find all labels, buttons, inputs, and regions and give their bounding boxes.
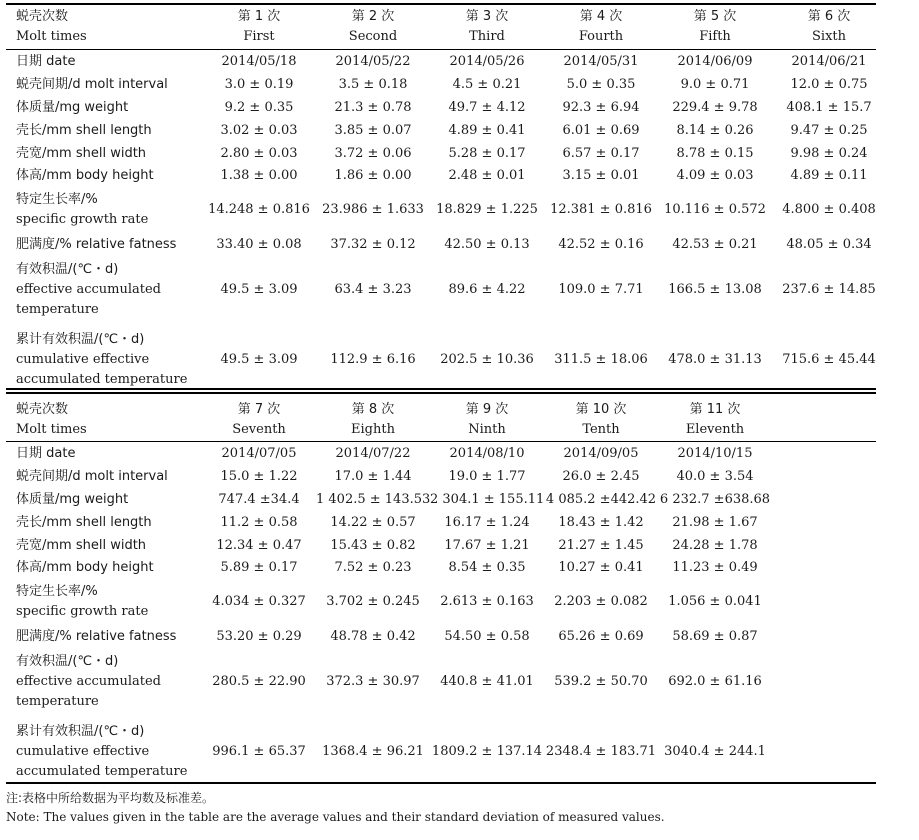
table-cell: 5.89 ± 0.17 (220, 560, 298, 575)
table-cell: 4.89 ± 0.11 (790, 168, 868, 183)
table-cell: 8.78 ± 0.15 (676, 146, 754, 161)
table-cell: 23.986 ± 1.633 (322, 202, 424, 217)
table-cell: 747.4 ±34.4 (218, 492, 300, 507)
row-label (16, 121, 152, 141)
table-cell: 2.48 ± 0.01 (448, 168, 526, 183)
table-cell: 2014/05/22 (335, 54, 411, 69)
table-cell: 58.69 ± 0.87 (672, 629, 758, 644)
header-label (16, 7, 87, 47)
row-label-text: 体高/mm body height (16, 560, 154, 575)
table-cell: 3.5 ± 0.18 (338, 77, 408, 92)
row-label-text: 肥满度/% relative fatness (16, 237, 177, 252)
column-header-cn: 第 6 次 (807, 9, 851, 24)
row-label-text: 日期 date (16, 446, 76, 461)
row-label-text: 壳宽/mm shell width (16, 146, 147, 161)
table-cell: 280.5 ± 22.90 (212, 674, 306, 689)
table-cell: 63.4 ± 3.23 (334, 282, 412, 297)
header-label-en: Molt times (16, 422, 87, 437)
column-header (772, 7, 886, 47)
row-label (16, 144, 146, 164)
row-label (16, 627, 176, 647)
table-cell: 109.0 ± 7.71 (558, 282, 644, 297)
table-cell: 440.8 ± 41.01 (440, 674, 534, 689)
row-label (16, 582, 148, 622)
table-cell: 92.3 ± 6.94 (562, 100, 640, 115)
table-cell: 237.6 ± 14.85 (782, 282, 876, 297)
row-label-line: 特定生长率/% (16, 192, 98, 207)
table-cell: 42.52 ± 0.16 (558, 237, 644, 252)
table-cell: 9.47 ± 0.25 (790, 123, 868, 138)
row-label-line: cumulative effective (16, 352, 150, 367)
row-label (16, 330, 187, 390)
row-label-line: 有效积温/(℃・d) (16, 654, 119, 669)
row-label (16, 52, 75, 72)
header-label-en: Molt times (16, 29, 87, 44)
row-label-text: 体质量/mg weight (16, 100, 129, 115)
row-label (16, 235, 176, 255)
table-cell: 54.50 ± 0.58 (444, 629, 530, 644)
row-label (16, 722, 187, 782)
row-label (16, 513, 152, 533)
table-cell: 40.0 ± 3.54 (676, 469, 754, 484)
table-cell: 2014/05/26 (449, 54, 525, 69)
table-cell: 2014/10/15 (677, 446, 753, 461)
row-label-text: 壳长/mm shell length (16, 123, 152, 138)
column-header-cn: 第 8 次 (351, 402, 395, 417)
row-label-line: effective accumulated (16, 674, 161, 689)
column-header (430, 400, 544, 440)
column-header-cn: 第 1 次 (237, 9, 281, 24)
table-cell: 9.98 ± 0.24 (790, 146, 868, 161)
column-header-cn: 第 2 次 (351, 9, 395, 24)
table-cell: 2.613 ± 0.163 (440, 594, 534, 609)
table-cell: 14.22 ± 0.57 (330, 515, 416, 530)
row-label-text: 体高/mm body height (16, 168, 154, 183)
header-label-cn: 蜕壳次数 (16, 402, 69, 417)
table-cell: 4 085.2 ±442.42 (545, 492, 657, 507)
table-cell: 1 402.5 ± 143.53 (316, 492, 431, 507)
note-chinese: 注:表格中所给数据为平均数及标准差。 (6, 791, 215, 805)
column-header-en: First (243, 29, 275, 44)
table-cell: 11.23 ± 0.49 (672, 560, 758, 575)
table-cell: 202.5 ± 10.36 (440, 352, 534, 367)
column-header (658, 400, 772, 440)
header-label (16, 400, 87, 440)
row-label-line: cumulative effective (16, 744, 150, 759)
table-cell: 33.40 ± 0.08 (216, 237, 302, 252)
column-header-cn: 第 3 次 (465, 9, 509, 24)
table-cell: 21.98 ± 1.67 (672, 515, 758, 530)
table-cell: 1368.4 ± 96.21 (322, 744, 424, 759)
table-cell: 12.381 ± 0.816 (550, 202, 652, 217)
column-header-en: Eleventh (685, 422, 745, 437)
table-cell: 15.43 ± 0.82 (330, 538, 416, 553)
row-label-line: 累计有效积温/(℃・d) (16, 332, 145, 347)
table-cell: 7.52 ± 0.23 (334, 560, 412, 575)
table-cell: 3.85 ± 0.07 (334, 123, 412, 138)
table-cell: 17.0 ± 1.44 (334, 469, 412, 484)
table-cell: 5.28 ± 0.17 (448, 146, 526, 161)
table-cell: 6.57 ± 0.17 (562, 146, 640, 161)
bottom-rule (6, 782, 876, 784)
table-cell: 4.5 ± 0.21 (452, 77, 522, 92)
table-cell: 6 232.7 ±638.68 (659, 492, 771, 507)
table-cell: 1.38 ± 0.00 (220, 168, 298, 183)
table-cell: 2014/06/21 (791, 54, 867, 69)
column-header-cn: 第 9 次 (465, 402, 509, 417)
table-cell: 229.4 ± 9.78 (672, 100, 758, 115)
top-header-rule (6, 49, 876, 50)
row-label (16, 260, 161, 320)
row-label (16, 166, 154, 186)
column-header (544, 400, 658, 440)
row-label (16, 98, 128, 118)
table-cell: 8.14 ± 0.26 (676, 123, 754, 138)
column-header (316, 7, 430, 47)
column-header (430, 7, 544, 47)
table-cell: 6.01 ± 0.69 (562, 123, 640, 138)
column-header-en: Second (348, 29, 398, 44)
row-label-line: specific growth rate (16, 604, 149, 619)
row-label-line: accumulated temperature (16, 764, 188, 779)
table-cell: 3.0 ± 0.19 (224, 77, 294, 92)
row-label (16, 444, 75, 464)
table-cell: 539.2 ± 50.70 (554, 674, 648, 689)
table-cell: 4.89 ± 0.41 (448, 123, 526, 138)
table-cell: 48.78 ± 0.42 (330, 629, 416, 644)
table-cell: 372.3 ± 30.97 (326, 674, 420, 689)
table-cell: 408.1 ± 15.7 (786, 100, 872, 115)
table-cell: 8.54 ± 0.35 (448, 560, 526, 575)
row-label (16, 558, 154, 578)
row-label (16, 190, 148, 230)
bottom-header-rule (6, 441, 876, 442)
table-cell: 2014/07/05 (221, 446, 297, 461)
table-cell: 19.0 ± 1.77 (448, 469, 526, 484)
row-label-text: 蜕壳间期/d molt interval (16, 77, 168, 92)
table-cell: 9.0 ± 0.71 (680, 77, 750, 92)
column-header-cn: 第 10 次 (575, 402, 627, 417)
table-cell: 16.17 ± 1.24 (444, 515, 530, 530)
row-label-line: effective accumulated (16, 282, 161, 297)
column-header-cn: 第 11 次 (689, 402, 741, 417)
table-cell: 2 304.1 ± 155.11 (430, 492, 545, 507)
table-cell: 49.5 ± 3.09 (220, 352, 298, 367)
row-label-line: temperature (16, 302, 99, 317)
table-cell: 3.72 ± 0.06 (334, 146, 412, 161)
table-cell: 12.0 ± 0.75 (790, 77, 868, 92)
table-cell: 49.7 ± 4.12 (448, 100, 526, 115)
table-cell: 2014/05/18 (221, 54, 297, 69)
column-header (658, 7, 772, 47)
table-cell: 24.28 ± 1.78 (672, 538, 758, 553)
table-cell: 42.53 ± 0.21 (672, 237, 758, 252)
column-header-en: Fourth (578, 29, 624, 44)
table-cell: 112.9 ± 6.16 (330, 352, 416, 367)
column-header-en: Fifth (699, 29, 731, 44)
row-label-line: temperature (16, 694, 99, 709)
row-label-text: 壳长/mm shell length (16, 515, 152, 530)
row-label-text: 肥满度/% relative fatness (16, 629, 177, 644)
table-cell: 996.1 ± 65.37 (212, 744, 306, 759)
table-cell: 18.43 ± 1.42 (558, 515, 644, 530)
table-cell: 9.2 ± 0.35 (224, 100, 294, 115)
table-cell: 18.829 ± 1.225 (436, 202, 538, 217)
table-cell: 1.86 ± 0.00 (334, 168, 412, 183)
table-cell: 11.2 ± 0.58 (220, 515, 298, 530)
table-cell: 42.50 ± 0.13 (444, 237, 530, 252)
column-header-en: Ninth (468, 422, 506, 437)
table-cell: 14.248 ± 0.816 (208, 202, 310, 217)
column-header-en: Eighth (351, 422, 395, 437)
row-label-text: 体质量/mg weight (16, 492, 129, 507)
table-cell: 10.116 ± 0.572 (664, 202, 766, 217)
table-cell: 2014/07/22 (335, 446, 411, 461)
table-cell: 3040.4 ± 244.1 (664, 744, 766, 759)
table-cell: 15.0 ± 1.22 (220, 469, 298, 484)
table-cell: 692.0 ± 61.16 (668, 674, 762, 689)
table-cell: 21.3 ± 0.78 (334, 100, 412, 115)
table-cell: 4.800 ± 0.408 (782, 202, 876, 217)
table-cell: 53.20 ± 0.29 (216, 629, 302, 644)
table-cell: 2014/08/10 (449, 446, 525, 461)
column-header (316, 400, 430, 440)
table-cell: 21.27 ± 1.45 (558, 538, 644, 553)
column-header (544, 7, 658, 47)
table-cell: 311.5 ± 18.06 (554, 352, 648, 367)
column-header-en: Third (469, 29, 505, 44)
row-label (16, 490, 128, 510)
table-cell: 48.05 ± 0.34 (786, 237, 872, 252)
note-english: Note: The values given in the table are the average values and their standard deviation of measured values. (6, 810, 665, 824)
table-cell: 2348.4 ± 183.71 (545, 744, 657, 759)
table-cell: 26.0 ± 2.45 (562, 469, 640, 484)
column-header-en: Tenth (582, 422, 620, 437)
table-cell: 4.034 ± 0.327 (212, 594, 306, 609)
row-label-line: accumulated temperature (16, 372, 188, 387)
table-cell: 89.6 ± 4.22 (448, 282, 526, 297)
row-label (16, 652, 161, 712)
table-cell: 4.09 ± 0.03 (676, 168, 754, 183)
table-cell: 2014/09/05 (563, 446, 639, 461)
table-cell: 3.15 ± 0.01 (562, 168, 640, 183)
column-header (202, 400, 316, 440)
table-cell: 166.5 ± 13.08 (668, 282, 762, 297)
column-header-en: Seventh (232, 422, 286, 437)
row-label-text: 日期 date (16, 54, 76, 69)
section-double-rule-2 (6, 392, 876, 394)
table-cell: 5.0 ± 0.35 (566, 77, 636, 92)
header-label-cn: 蜕壳次数 (16, 9, 69, 24)
row-label-line: 累计有效积温/(℃・d) (16, 724, 145, 739)
top-rule (6, 3, 876, 5)
table-cell: 3.702 ± 0.245 (326, 594, 420, 609)
table-cell: 478.0 ± 31.13 (668, 352, 762, 367)
section-double-rule-1 (6, 388, 876, 390)
row-label (16, 467, 168, 487)
table-cell: 715.6 ± 45.44 (782, 352, 876, 367)
column-header-en: Sixth (812, 29, 846, 44)
table-cell: 65.26 ± 0.69 (558, 629, 644, 644)
row-label-line: 特定生长率/% (16, 584, 98, 599)
row-label (16, 75, 168, 95)
table-cell: 1.056 ± 0.041 (668, 594, 762, 609)
column-header-cn: 第 7 次 (237, 402, 281, 417)
table-cell: 2.203 ± 0.082 (554, 594, 648, 609)
table-cell: 2014/06/09 (677, 54, 753, 69)
row-label-text: 壳宽/mm shell width (16, 538, 147, 553)
column-header-cn: 第 4 次 (579, 9, 623, 24)
row-label-line: specific growth rate (16, 212, 149, 227)
table-cell: 3.02 ± 0.03 (220, 123, 298, 138)
table-cell: 2014/05/31 (563, 54, 639, 69)
table-cell: 49.5 ± 3.09 (220, 282, 298, 297)
column-header (202, 7, 316, 47)
column-header-cn: 第 5 次 (693, 9, 737, 24)
table-cell: 12.34 ± 0.47 (216, 538, 302, 553)
table-cell: 2.80 ± 0.03 (220, 146, 298, 161)
row-label-text: 蜕壳间期/d molt interval (16, 469, 168, 484)
table-cell: 10.27 ± 0.41 (558, 560, 644, 575)
table-cell: 1809.2 ± 137.14 (431, 744, 543, 759)
row-label (16, 536, 146, 556)
table-cell: 37.32 ± 0.12 (330, 237, 416, 252)
row-label-line: 有效积温/(℃・d) (16, 262, 119, 277)
table-cell: 17.67 ± 1.21 (444, 538, 530, 553)
